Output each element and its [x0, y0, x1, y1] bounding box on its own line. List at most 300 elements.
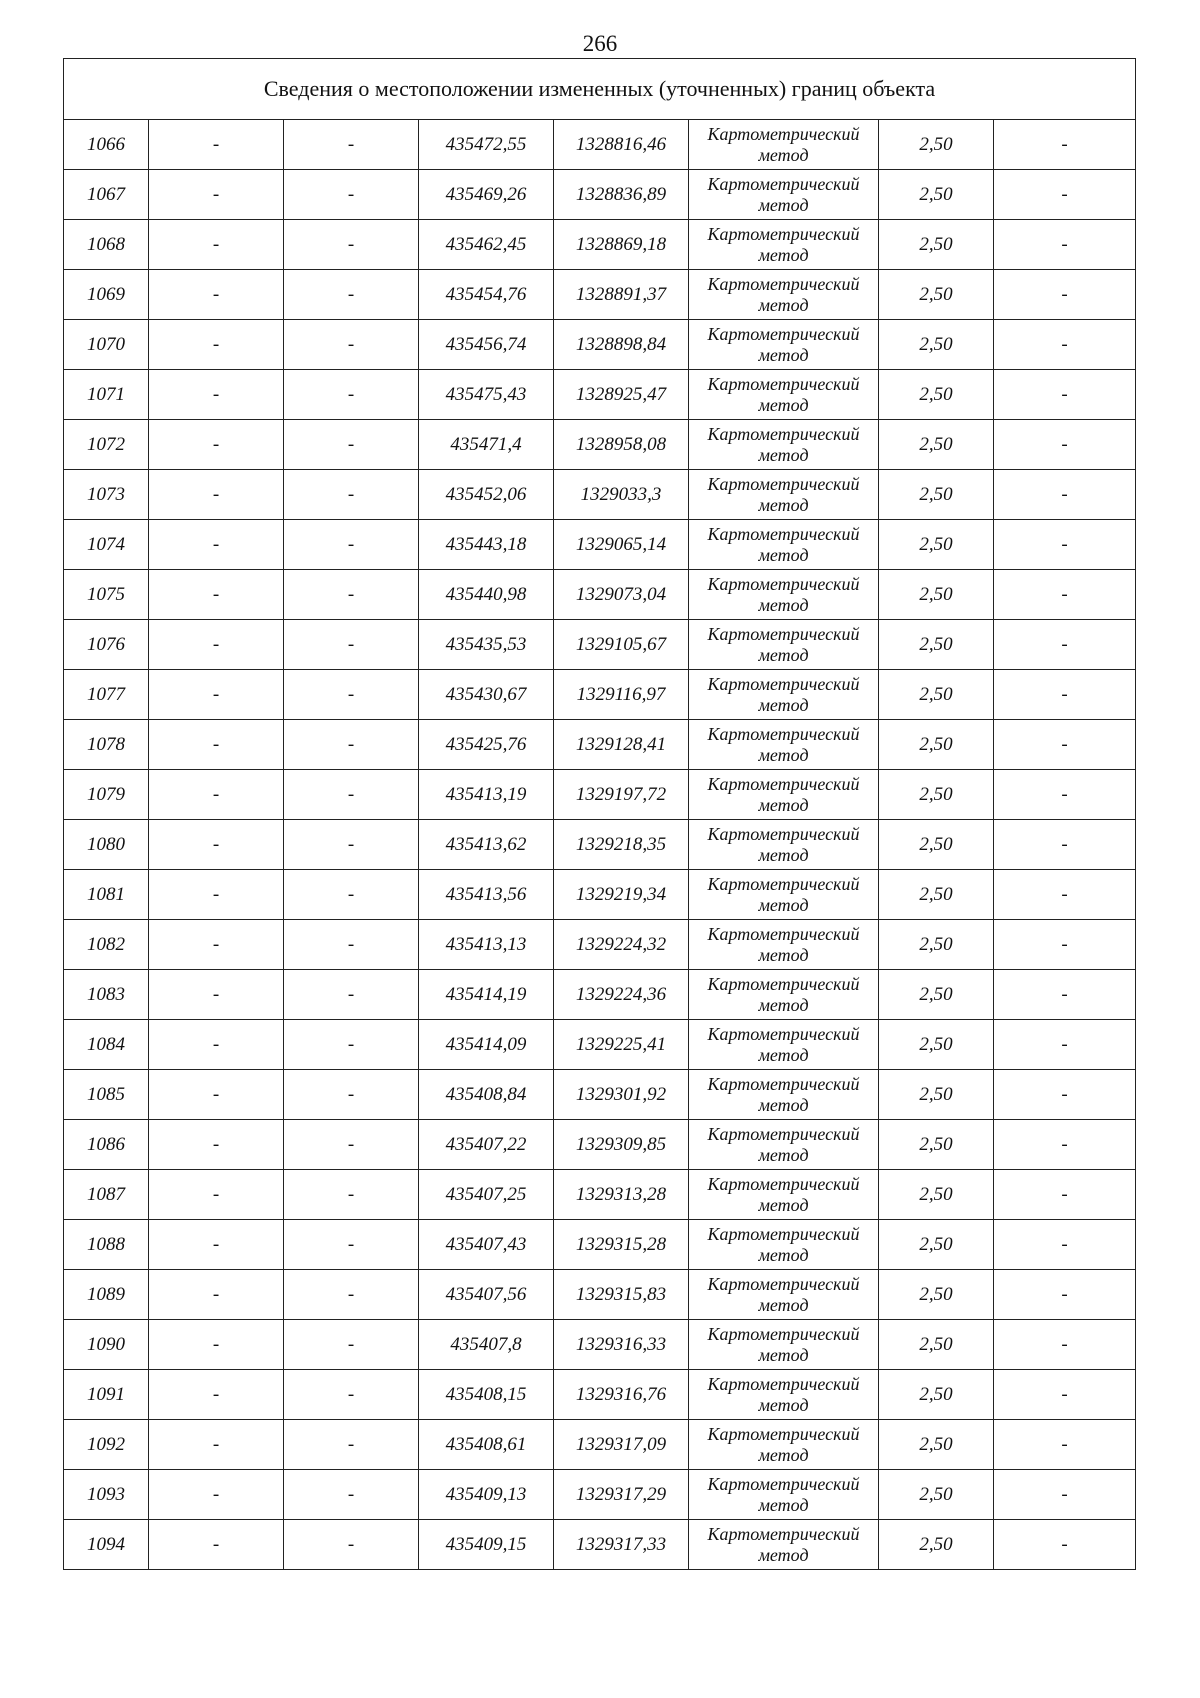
y-coordinate-cell: 1328816,46: [554, 120, 689, 170]
x-coordinate-cell: 435471,4: [419, 420, 554, 470]
method-cell: [689, 1070, 879, 1120]
old-y-cell: -: [284, 720, 419, 770]
old-y-cell: -: [284, 420, 419, 470]
method-cell: [689, 320, 879, 370]
description-cell: -: [994, 1020, 1136, 1070]
old-x-cell: -: [149, 320, 284, 370]
old-y-cell: -: [284, 1120, 419, 1170]
accuracy-cell: 2,50: [879, 1370, 994, 1420]
old-x-cell: -: [149, 120, 284, 170]
x-coordinate-cell: 435413,56: [419, 870, 554, 920]
x-coordinate-cell: 435440,98: [419, 570, 554, 620]
table-row: [64, 1370, 1136, 1420]
old-y-cell: -: [284, 520, 419, 570]
old-y-cell: -: [284, 1470, 419, 1520]
method-text-line1: Картометрический: [707, 1423, 860, 1444]
accuracy-cell: 2,50: [879, 870, 994, 920]
y-coordinate-cell: 1329313,28: [554, 1170, 689, 1220]
method-text-line1: Картометрический: [707, 1473, 860, 1494]
description-cell: -: [994, 670, 1136, 720]
method-text-line1: Картометрический: [707, 923, 860, 944]
table-row: [64, 320, 1136, 370]
table-row: [64, 1520, 1136, 1570]
point-number-cell: 1092: [64, 1420, 149, 1470]
old-y-cell: -: [284, 1320, 419, 1370]
y-coordinate-cell: 1329105,67: [554, 620, 689, 670]
y-coordinate-cell: 1329219,34: [554, 870, 689, 920]
method-text-line2: метод: [758, 1544, 809, 1565]
description-cell: -: [994, 420, 1136, 470]
method-cell: [689, 1370, 879, 1420]
accuracy-cell: 2,50: [879, 970, 994, 1020]
method-cell: [689, 520, 879, 570]
table-row: [64, 1020, 1136, 1070]
point-number-cell: 1076: [64, 620, 149, 670]
method-text-line1: Картометрический: [707, 1323, 860, 1344]
y-coordinate-cell: 1329033,3: [554, 470, 689, 520]
method-text-line2: метод: [758, 294, 809, 315]
accuracy-cell: 2,50: [879, 470, 994, 520]
x-coordinate-cell: 435414,09: [419, 1020, 554, 1070]
x-coordinate-cell: 435407,25: [419, 1170, 554, 1220]
x-coordinate-cell: 435409,15: [419, 1520, 554, 1570]
method-cell: [689, 570, 879, 620]
x-coordinate-cell: 435454,76: [419, 270, 554, 320]
method-text-line1: Картометрический: [707, 223, 860, 244]
table-row: [64, 620, 1136, 670]
method-text-line1: Картометрический: [707, 973, 860, 994]
point-number-cell: 1071: [64, 370, 149, 420]
method-cell: [689, 1420, 879, 1470]
description-cell: -: [994, 1170, 1136, 1220]
point-number-cell: 1090: [64, 1320, 149, 1370]
description-cell: -: [994, 1470, 1136, 1520]
y-coordinate-cell: 1329225,41: [554, 1020, 689, 1070]
old-x-cell: -: [149, 1270, 284, 1320]
table-row: [64, 1270, 1136, 1320]
method-text-line1: Картометрический: [707, 1223, 860, 1244]
accuracy-cell: 2,50: [879, 1220, 994, 1270]
method-text-line2: метод: [758, 794, 809, 815]
point-number-cell: 1087: [64, 1170, 149, 1220]
description-cell: -: [994, 820, 1136, 870]
method-text-line2: метод: [758, 594, 809, 615]
method-text-line2: метод: [758, 1094, 809, 1115]
old-y-cell: -: [284, 370, 419, 420]
table-caption: Сведения о местоположении измененных (уточненных) границ объекта: [64, 59, 1136, 120]
method-cell: [689, 820, 879, 870]
y-coordinate-cell: 1329315,83: [554, 1270, 689, 1320]
description-cell: -: [994, 1120, 1136, 1170]
method-cell: [689, 220, 879, 270]
method-text-line1: Картометрический: [707, 623, 860, 644]
x-coordinate-cell: 435469,26: [419, 170, 554, 220]
method-text-line2: метод: [758, 1144, 809, 1165]
description-cell: -: [994, 1220, 1136, 1270]
point-number-cell: 1079: [64, 770, 149, 820]
description-cell: -: [994, 1070, 1136, 1120]
old-x-cell: -: [149, 170, 284, 220]
old-x-cell: -: [149, 420, 284, 470]
description-cell: -: [994, 220, 1136, 270]
point-number-cell: 1083: [64, 970, 149, 1020]
table-row: [64, 170, 1136, 220]
old-y-cell: -: [284, 1070, 419, 1120]
accuracy-cell: 2,50: [879, 620, 994, 670]
method-cell: [689, 470, 879, 520]
description-cell: -: [994, 1320, 1136, 1370]
method-cell: [689, 1120, 879, 1170]
old-y-cell: -: [284, 570, 419, 620]
method-text-line2: метод: [758, 844, 809, 865]
old-x-cell: -: [149, 1420, 284, 1470]
old-y-cell: -: [284, 820, 419, 870]
method-text-line2: метод: [758, 1444, 809, 1465]
y-coordinate-cell: 1328898,84: [554, 320, 689, 370]
accuracy-cell: 2,50: [879, 1420, 994, 1470]
table-body: [64, 59, 1136, 1570]
y-coordinate-cell: 1329128,41: [554, 720, 689, 770]
method-cell: [689, 1270, 879, 1320]
method-text-line1: Картометрический: [707, 1023, 860, 1044]
point-number-cell: 1068: [64, 220, 149, 270]
method-cell: [689, 420, 879, 470]
method-cell: [689, 1320, 879, 1370]
method-text-line2: метод: [758, 1494, 809, 1515]
method-text-line2: метод: [758, 694, 809, 715]
table-row: [64, 770, 1136, 820]
old-y-cell: -: [284, 770, 419, 820]
description-cell: -: [994, 870, 1136, 920]
x-coordinate-cell: 435407,43: [419, 1220, 554, 1270]
method-text-line2: метод: [758, 994, 809, 1015]
point-number-cell: 1074: [64, 520, 149, 570]
method-text-line2: метод: [758, 344, 809, 365]
caption-row: [64, 59, 1136, 120]
description-cell: -: [994, 470, 1136, 520]
point-number-cell: 1088: [64, 1220, 149, 1270]
old-x-cell: -: [149, 1520, 284, 1570]
description-cell: -: [994, 120, 1136, 170]
point-number-cell: 1069: [64, 270, 149, 320]
method-cell: [689, 970, 879, 1020]
old-x-cell: -: [149, 470, 284, 520]
method-text-line1: Картометрический: [707, 723, 860, 744]
x-coordinate-cell: 435408,61: [419, 1420, 554, 1470]
x-coordinate-cell: 435456,74: [419, 320, 554, 370]
method-text-line2: метод: [758, 1044, 809, 1065]
method-text-line1: Картометрический: [707, 773, 860, 794]
table-row: [64, 420, 1136, 470]
method-text-line2: метод: [758, 644, 809, 665]
method-cell: [689, 920, 879, 970]
x-coordinate-cell: 435408,84: [419, 1070, 554, 1120]
method-text-line2: метод: [758, 1294, 809, 1315]
x-coordinate-cell: 435430,67: [419, 670, 554, 720]
point-number-cell: 1075: [64, 570, 149, 620]
old-x-cell: -: [149, 1320, 284, 1370]
old-y-cell: -: [284, 920, 419, 970]
method-text-line1: Картометрический: [707, 373, 860, 394]
y-coordinate-cell: 1329065,14: [554, 520, 689, 570]
x-coordinate-cell: 435475,43: [419, 370, 554, 420]
point-number-cell: 1084: [64, 1020, 149, 1070]
table-row: [64, 1320, 1136, 1370]
accuracy-cell: 2,50: [879, 570, 994, 620]
point-number-cell: 1091: [64, 1370, 149, 1420]
method-cell: [689, 770, 879, 820]
method-cell: [689, 370, 879, 420]
accuracy-cell: 2,50: [879, 1320, 994, 1370]
description-cell: -: [994, 920, 1136, 970]
x-coordinate-cell: 435472,55: [419, 120, 554, 170]
point-number-cell: 1093: [64, 1470, 149, 1520]
old-x-cell: -: [149, 820, 284, 870]
point-number-cell: 1077: [64, 670, 149, 720]
old-x-cell: -: [149, 1020, 284, 1070]
accuracy-cell: 2,50: [879, 1520, 994, 1570]
description-cell: -: [994, 1520, 1136, 1570]
accuracy-cell: 2,50: [879, 670, 994, 720]
y-coordinate-cell: 1329197,72: [554, 770, 689, 820]
point-number-cell: 1086: [64, 1120, 149, 1170]
old-y-cell: -: [284, 1520, 419, 1570]
table-row: [64, 870, 1136, 920]
old-x-cell: -: [149, 670, 284, 720]
old-y-cell: -: [284, 1020, 419, 1070]
old-y-cell: -: [284, 870, 419, 920]
description-cell: -: [994, 270, 1136, 320]
old-x-cell: -: [149, 720, 284, 770]
x-coordinate-cell: 435408,15: [419, 1370, 554, 1420]
x-coordinate-cell: 435452,06: [419, 470, 554, 520]
old-x-cell: -: [149, 220, 284, 270]
table-row: [64, 220, 1136, 270]
old-x-cell: -: [149, 1220, 284, 1270]
x-coordinate-cell: 435443,18: [419, 520, 554, 570]
method-text-line2: метод: [758, 944, 809, 965]
table-row: [64, 120, 1136, 170]
table-row: [64, 570, 1136, 620]
point-number-cell: 1085: [64, 1070, 149, 1120]
method-text-line2: метод: [758, 194, 809, 215]
y-coordinate-cell: 1329309,85: [554, 1120, 689, 1170]
method-cell: [689, 120, 879, 170]
method-text-line1: Картометрический: [707, 1273, 860, 1294]
method-text-line2: метод: [758, 244, 809, 265]
description-cell: -: [994, 320, 1136, 370]
method-cell: [689, 670, 879, 720]
point-number-cell: 1073: [64, 470, 149, 520]
old-x-cell: -: [149, 1370, 284, 1420]
accuracy-cell: 2,50: [879, 270, 994, 320]
method-cell: [689, 1520, 879, 1570]
x-coordinate-cell: 435413,62: [419, 820, 554, 870]
old-x-cell: -: [149, 570, 284, 620]
method-text-line2: метод: [758, 144, 809, 165]
y-coordinate-cell: 1329317,33: [554, 1520, 689, 1570]
method-text-line1: Картометрический: [707, 573, 860, 594]
method-text-line2: метод: [758, 1344, 809, 1365]
method-text-line1: Картометрический: [707, 123, 860, 144]
table-row: [64, 1420, 1136, 1470]
method-text-line1: Картометрический: [707, 323, 860, 344]
old-x-cell: -: [149, 770, 284, 820]
y-coordinate-cell: 1329317,29: [554, 1470, 689, 1520]
accuracy-cell: 2,50: [879, 120, 994, 170]
method-cell: [689, 270, 879, 320]
point-number-cell: 1078: [64, 720, 149, 770]
point-number-cell: 1067: [64, 170, 149, 220]
x-coordinate-cell: 435407,22: [419, 1120, 554, 1170]
y-coordinate-cell: 1329073,04: [554, 570, 689, 620]
method-text-line1: Картометрический: [707, 523, 860, 544]
method-text-line1: Картометрический: [707, 1123, 860, 1144]
old-x-cell: -: [149, 870, 284, 920]
old-y-cell: -: [284, 620, 419, 670]
old-y-cell: -: [284, 670, 419, 720]
accuracy-cell: 2,50: [879, 1270, 994, 1320]
accuracy-cell: 2,50: [879, 1070, 994, 1120]
point-number-cell: 1081: [64, 870, 149, 920]
old-y-cell: -: [284, 1270, 419, 1320]
method-text-line2: метод: [758, 494, 809, 515]
old-x-cell: -: [149, 970, 284, 1020]
method-cell: [689, 870, 879, 920]
point-number-cell: 1066: [64, 120, 149, 170]
description-cell: -: [994, 1270, 1136, 1320]
description-cell: -: [994, 570, 1136, 620]
table-row: [64, 1220, 1136, 1270]
table-row: [64, 370, 1136, 420]
point-number-cell: 1072: [64, 420, 149, 470]
old-x-cell: -: [149, 370, 284, 420]
y-coordinate-cell: 1329316,33: [554, 1320, 689, 1370]
description-cell: -: [994, 520, 1136, 570]
description-cell: -: [994, 620, 1136, 670]
old-y-cell: -: [284, 1420, 419, 1470]
x-coordinate-cell: 435413,19: [419, 770, 554, 820]
method-text-line1: Картометрический: [707, 1073, 860, 1094]
point-number-cell: 1070: [64, 320, 149, 370]
point-number-cell: 1082: [64, 920, 149, 970]
x-coordinate-cell: 435409,13: [419, 1470, 554, 1520]
old-y-cell: -: [284, 970, 419, 1020]
accuracy-cell: 2,50: [879, 420, 994, 470]
method-text-line1: Картометрический: [707, 873, 860, 894]
y-coordinate-cell: 1328836,89: [554, 170, 689, 220]
method-text-line1: Картометрический: [707, 173, 860, 194]
method-cell: [689, 170, 879, 220]
x-coordinate-cell: 435435,53: [419, 620, 554, 670]
y-coordinate-cell: 1329116,97: [554, 670, 689, 720]
table-row: [64, 820, 1136, 870]
accuracy-cell: 2,50: [879, 170, 994, 220]
old-y-cell: -: [284, 320, 419, 370]
x-coordinate-cell: 435407,8: [419, 1320, 554, 1370]
method-cell: [689, 1170, 879, 1220]
method-text-line2: метод: [758, 744, 809, 765]
old-y-cell: -: [284, 170, 419, 220]
description-cell: -: [994, 1370, 1136, 1420]
table-row: [64, 1070, 1136, 1120]
old-y-cell: -: [284, 270, 419, 320]
accuracy-cell: 2,50: [879, 370, 994, 420]
table-row: [64, 1470, 1136, 1520]
table-row: [64, 920, 1136, 970]
method-text-line1: Картометрический: [707, 423, 860, 444]
description-cell: -: [994, 970, 1136, 1020]
old-y-cell: -: [284, 220, 419, 270]
description-cell: -: [994, 720, 1136, 770]
accuracy-cell: 2,50: [879, 320, 994, 370]
y-coordinate-cell: 1328958,08: [554, 420, 689, 470]
page-number: 266: [582, 31, 618, 56]
y-coordinate-cell: 1329315,28: [554, 1220, 689, 1270]
accuracy-cell: 2,50: [879, 820, 994, 870]
accuracy-cell: 2,50: [879, 1470, 994, 1520]
description-cell: -: [994, 370, 1136, 420]
method-text-line1: Картометрический: [707, 273, 860, 294]
method-text-line2: метод: [758, 1394, 809, 1415]
y-coordinate-cell: 1329224,36: [554, 970, 689, 1020]
y-coordinate-cell: 1329301,92: [554, 1070, 689, 1120]
y-coordinate-cell: 1328925,47: [554, 370, 689, 420]
table-row: [64, 1120, 1136, 1170]
old-y-cell: -: [284, 1370, 419, 1420]
method-text-line1: Картометрический: [707, 1373, 860, 1394]
accuracy-cell: 2,50: [879, 1020, 994, 1070]
old-y-cell: -: [284, 120, 419, 170]
old-y-cell: -: [284, 470, 419, 520]
old-x-cell: -: [149, 1170, 284, 1220]
old-x-cell: -: [149, 1120, 284, 1170]
accuracy-cell: 2,50: [879, 1120, 994, 1170]
point-number-cell: 1089: [64, 1270, 149, 1320]
method-text-line2: метод: [758, 1194, 809, 1215]
method-text-line1: Картометрический: [707, 673, 860, 694]
old-x-cell: -: [149, 270, 284, 320]
table-row: [64, 270, 1136, 320]
old-x-cell: -: [149, 920, 284, 970]
method-text-line2: метод: [758, 1244, 809, 1265]
table-row: [64, 1170, 1136, 1220]
method-text-line1: Картометрический: [707, 473, 860, 494]
accuracy-cell: 2,50: [879, 1170, 994, 1220]
table-row: [64, 970, 1136, 1020]
method-text-line1: Картометрический: [707, 1523, 860, 1544]
x-coordinate-cell: 435462,45: [419, 220, 554, 270]
method-cell: [689, 620, 879, 670]
old-x-cell: -: [149, 1470, 284, 1520]
x-coordinate-cell: 435413,13: [419, 920, 554, 970]
old-y-cell: -: [284, 1170, 419, 1220]
x-coordinate-cell: 435425,76: [419, 720, 554, 770]
method-cell: [689, 720, 879, 770]
description-cell: -: [994, 770, 1136, 820]
y-coordinate-cell: 1329218,35: [554, 820, 689, 870]
old-x-cell: -: [149, 1070, 284, 1120]
accuracy-cell: 2,50: [879, 770, 994, 820]
x-coordinate-cell: 435407,56: [419, 1270, 554, 1320]
accuracy-cell: 2,50: [879, 220, 994, 270]
y-coordinate-cell: 1328869,18: [554, 220, 689, 270]
table-row: [64, 720, 1136, 770]
method-text-line1: Картометрический: [707, 1173, 860, 1194]
y-coordinate-cell: 1329317,09: [554, 1420, 689, 1470]
accuracy-cell: 2,50: [879, 720, 994, 770]
method-text-line1: Картометрический: [707, 823, 860, 844]
